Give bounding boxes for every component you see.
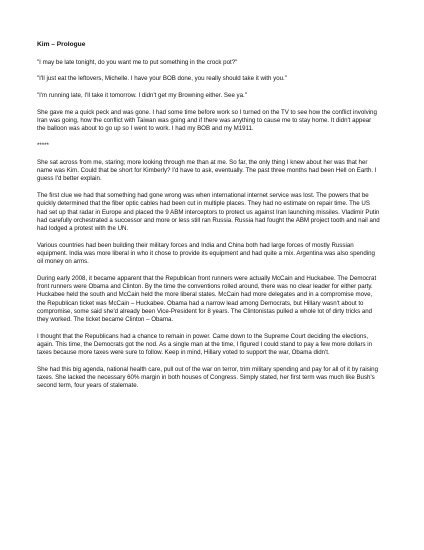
paragraph-morning: She gave me a quick peck and was gone. I had some time before work so I turned on the TV to see how the conflict involving Iran was going, how the conflict with Taiwan was going and if there was anything to cause me to stay home. It didn't appear the balloon was about to go up so I went to work. I had my BOB and my M1911. bbox=[37, 108, 377, 133]
paragraph-agenda: She had this big agenda, national health care, pull out of the war on terror, trim military spending and pay for all of it by raising taxes. She lacked the necessary 60% margin in both houses of Congress. Simply stated, her first term was much like Bush's second term, four years of stalemate. bbox=[37, 366, 378, 390]
chapter-heading: Kim – Prologue bbox=[37, 41, 86, 48]
paragraph-dialogue-2: "I'll just eat the leftovers, Michelle. I have your BOB done, you really should take it with you." bbox=[37, 75, 287, 83]
paragraph-kim: She sat across from me, staring; more looking through me than at me. So far, the only thing I knew about her was that her name was Kim. Could that be short for Kimberly? I'd have to ask, eventually. The past three months had been Hell on Earth. I guess I'd better explain. bbox=[37, 158, 377, 183]
paragraph-election-2008: During early 2008, it became apparent that the Republican front runners were actually McCain and Huckabee. The Democrat front runners were Obama and Clinton. By the time the conventions rolled around, there was no clear leader for either party. Huckabee held the south and McCain held the more liberal states. McCain had more delegates and in a compromise move, the Republican ticket was McCain – Huckabee. Obama had a narrow lead among Democrats, but Hillary wasn't about to compromise, some said she'd already been Vice-President for 8 years. The Clintonistas pulled a whole lot of dirty tricks and they worked. The ticket became Clinton – Obama. bbox=[37, 275, 377, 324]
paragraph-military-forces: Various countries had been building their military forces and India and China both had large forces of mostly Russian equipment. India was more liberal in who it chose to provide its equipment and had quite a mix. Argentina was also spending oil money on arms. bbox=[37, 241, 375, 266]
paragraph-dialogue-1: "I may be late tonight, do you want me to put something in the crock pot?" bbox=[37, 58, 238, 66]
section-break: ***** bbox=[37, 142, 49, 150]
paragraph-dialogue-3: "I'm running late, I'll take it tomorrow. I didn't get my Browning either. See ya." bbox=[37, 92, 247, 100]
paragraph-first-clue: The first clue we had that something had gone wrong was when international internet service was lost. The powers that be quickly determined that the fiber optic cables had been cut in multiple places. They had no estimate on repair time. The US had set up that radar in Europe and placed the 9 ABM interceptors to protect us against Iran launching missiles. Vladimir Putin had carefully orchestrated a successor and more or less still ran Russia. Russia had fought the ABM project tooth and nail and had lodged a protest with the UN. bbox=[37, 192, 380, 232]
paragraph-supreme-court: I thought that the Republicans had a chance to remain in power. Came down to the Supreme Court deciding the elections, again. This time, the Democrats got the nod. As a single man at the time, I figured I could stand to pay a few more dollars in taxes because more taxes were sure to follow. Keep in mind, Hillary voted to support the war, Obama didn't. bbox=[37, 332, 373, 357]
